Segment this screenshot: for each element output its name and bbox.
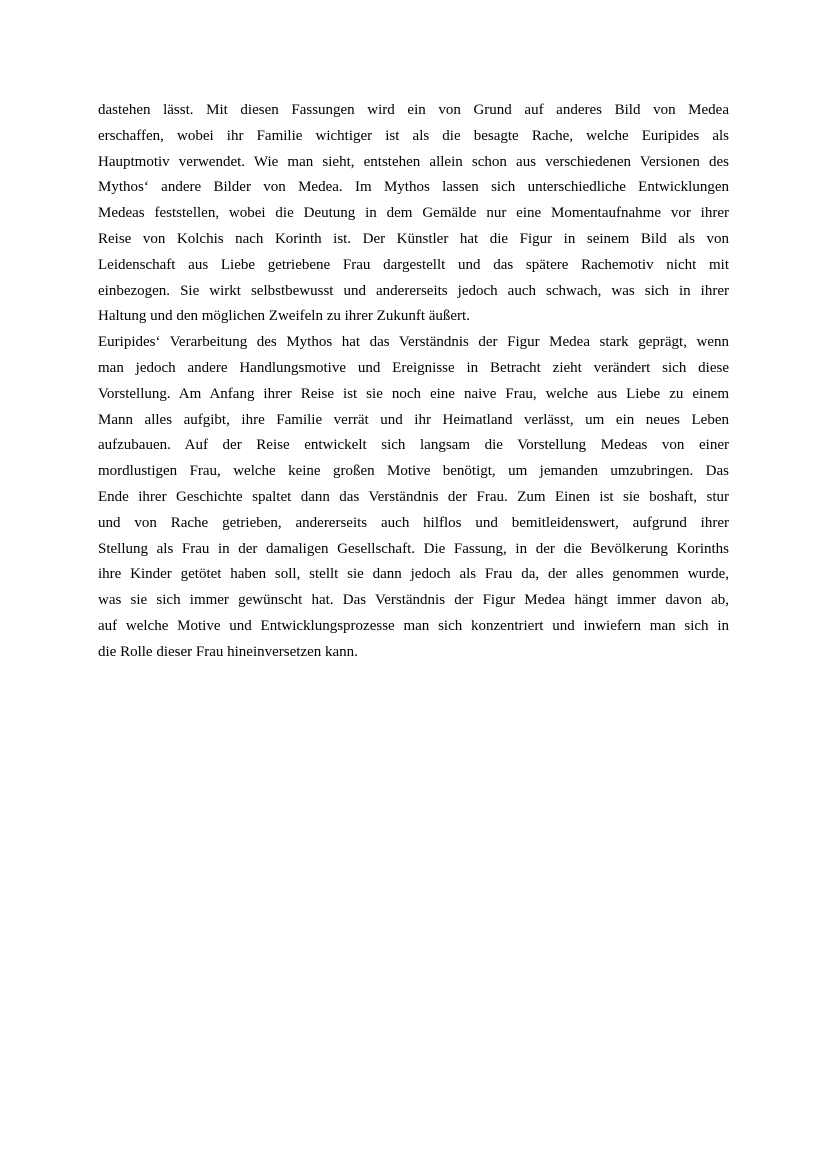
- text-line: Vorstellung. Am Anfang ihrer Reise ist sie noch eine naive Frau, welche aus Liebe zu einem: [98, 385, 729, 402]
- text-line: ihre Kinder getötet haben soll, stellt sie dann jedoch als Frau da, der alles genommen wurde,: [98, 566, 729, 583]
- text-line: dastehen lässt. Mit diesen Fassungen wird ein von Grund auf anderes Bild von Medea: [98, 102, 729, 118]
- text-line: was sie sich immer gewünscht hat. Das Verständnis der Figur Medea hängt immer davon ab,: [98, 592, 729, 609]
- text-line: aufzubauen. Auf der Reise entwickelt sich langsam die Vorstellung Medeas von einer: [98, 437, 729, 454]
- paragraph-1: [98, 98, 729, 330]
- text-line: erschaffen, wobei ihr Familie wichtiger ist als die besagte Rache, welche Euripides als: [98, 127, 729, 144]
- text-line: Reise von Kolchis nach Korinth ist. Der Künstler hat die Figur in seinem Bild als von: [98, 230, 729, 247]
- text-line: Leidenschaft aus Liebe getriebene Frau dargestellt und das spätere Rachemotiv nicht mit: [98, 256, 729, 273]
- text-line: auf welche Motive und Entwicklungsprozesse man sich konzentriert und inwiefern man sich in: [98, 617, 729, 634]
- text-line: einbezogen. Sie wirkt selbstbewusst und andererseits jedoch auch schwach, was sich in ihrer: [98, 282, 729, 299]
- text-line: Mythos‘ andere Bilder von Medea. Im Mythos lassen sich unterschiedliche Entwicklungen: [98, 179, 729, 196]
- text-line: Medeas feststellen, wobei die Deutung in dem Gemälde nur eine Momentaufnahme vor ihrer: [98, 205, 729, 222]
- body-text: [98, 98, 729, 666]
- text-line: und von Rache getrieben, andererseits auch hilflos und bemitleidenswert, aufgrund ihrer: [98, 514, 729, 531]
- text-line: die Rolle dieser Frau hineinversetzen kann.: [98, 643, 358, 660]
- text-line: mordlustigen Frau, welche keine großen Motive benötigt, um jemanden umzubringen. Das: [98, 463, 729, 480]
- text-line: Hauptmotiv verwendet. Wie man sieht, entstehen allein schon aus verschiedenen Versionen des: [98, 153, 729, 170]
- text-line: Mann alles aufgibt, ihre Familie verrät und ihr Heimatland verlässt, um ein neues Leben: [98, 411, 729, 428]
- text-line: Euripides‘ Verarbeitung des Mythos hat das Verständnis der Figur Medea stark geprägt, wenn: [98, 334, 729, 351]
- paragraph-2: [98, 330, 729, 665]
- text-line: Haltung und den möglichen Zweifeln zu ihrer Zukunft äußert.: [98, 308, 470, 325]
- text-line: Ende ihrer Geschichte spaltet dann das Verständnis der Frau. Zum Einen ist sie boshaft, stur: [98, 488, 729, 505]
- text-line: Stellung als Frau in der damaligen Gesellschaft. Die Fassung, in der die Bevölkerung Korinths: [98, 540, 729, 557]
- text-line: man jedoch andere Handlungsmotive und Ereignisse in Betracht zieht verändert sich diese: [98, 359, 729, 376]
